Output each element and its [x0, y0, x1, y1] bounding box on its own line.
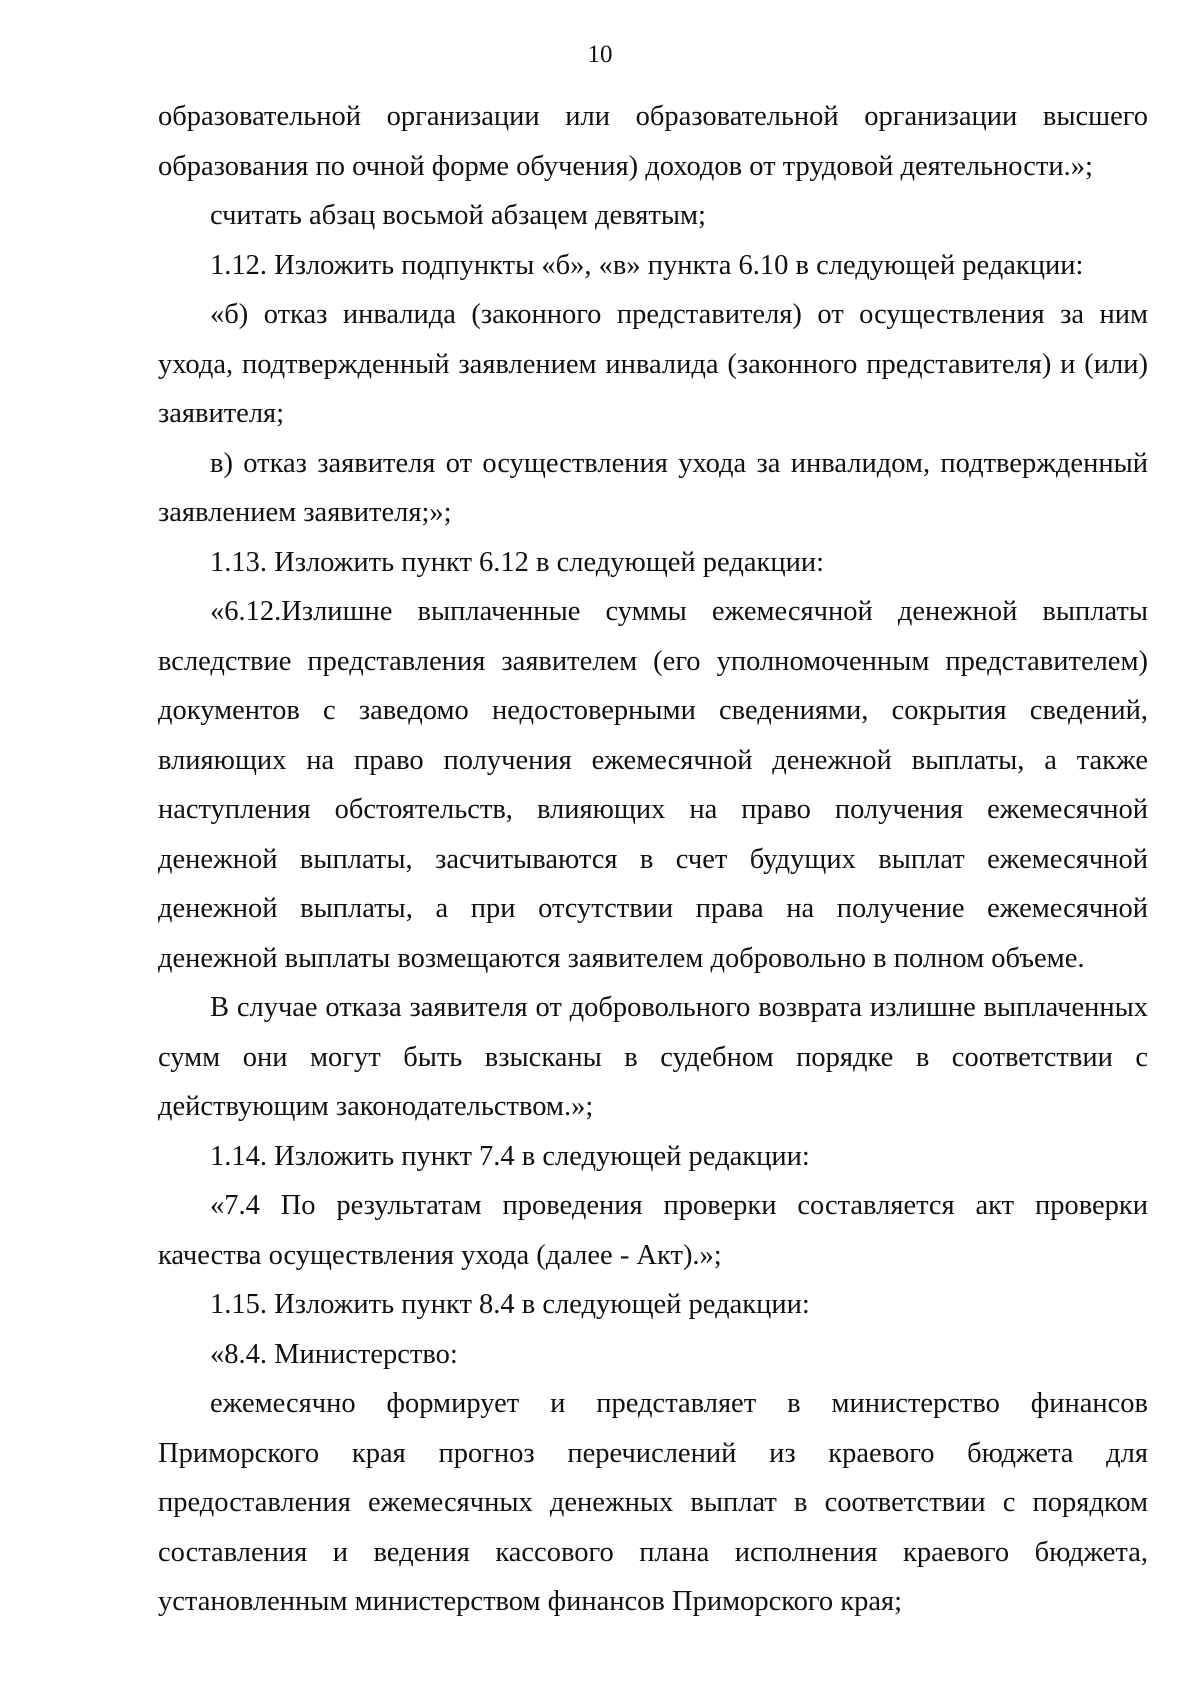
paragraph-item-1-12: 1.12. Изложить подпункты «б», «в» пункта 6.10 в следующей редакции: [210, 249, 1084, 281]
page-number: 10 [587, 41, 613, 68]
document-body [158, 92, 1148, 1627]
paragraph-clause-6-12: «6.12.Излишне выплаченные суммы ежемесячной денежной выплаты вследствие представления заявителем (его уполномоченным представителем) документов с заведомо недостоверными сведениями, сокрытия сведений, влияющих на право получения ежемесячной денежной выплаты, а также наступления обстоятельств, влияющих на право получения ежемесячной денежной выплаты, засчитываются в счет будущих выплат ежемесячной денежной выплаты, а при отсутствии права на получение ежемесячной денежной выплаты возмещаются заявителем добровольно в полном объеме. [158, 596, 1148, 974]
paragraph-renumber-note: считать абзац восьмой абзацем девятым; [210, 200, 706, 231]
paragraph-item-1-14: 1.14. Изложить пункт 7.4 в следующей редакции: [210, 1140, 810, 1172]
paragraph-monthly-forecast: ежемесячно формирует и представляет в министерство финансов Приморского края прогноз перечислений из краевого бюджета для предоставления ежемесячных денежных выплат в соответствии с порядком составления и ведения кассового плана исполнения краевого бюджета, установленным министерством финансов Приморского края; [158, 1388, 1148, 1617]
paragraph-clause-7-4: «7.4 По результатам проведения проверки составляется акт проверки качества осуществления ухода (далее - Акт).»; [158, 1190, 1148, 1271]
paragraph-item-1-13: 1.13. Изложить пункт 6.12 в следующей редакции: [210, 546, 824, 578]
paragraph-continuation: образовательной организации или образовательной организации высшего образования по очной форме обучения) доходов от трудовой деятельности.»; [158, 101, 1148, 182]
paragraph-clause-8-4: «8.4. Министерство: [210, 1338, 458, 1370]
paragraph-subitem-b: «б) отказ инвалида (законного представителя) от осуществления за ним ухода, подтвержденный заявлением инвалида (законного представителя) и (или) заявителя; [158, 299, 1148, 429]
paragraph-item-1-15: 1.15. Изложить пункт 8.4 в следующей редакции: [210, 1289, 810, 1320]
paragraph-subitem-v: в) отказ заявителя от осуществления ухода за инвалидом, подтвержденный заявлением заявителя;»; [158, 447, 1148, 528]
paragraph-refusal-case: В случае отказа заявителя от добровольного возврата излишне выплаченных сумм они могут быть взысканы в судебном порядке в соответствии с действующим законодательством.»; [158, 992, 1148, 1122]
